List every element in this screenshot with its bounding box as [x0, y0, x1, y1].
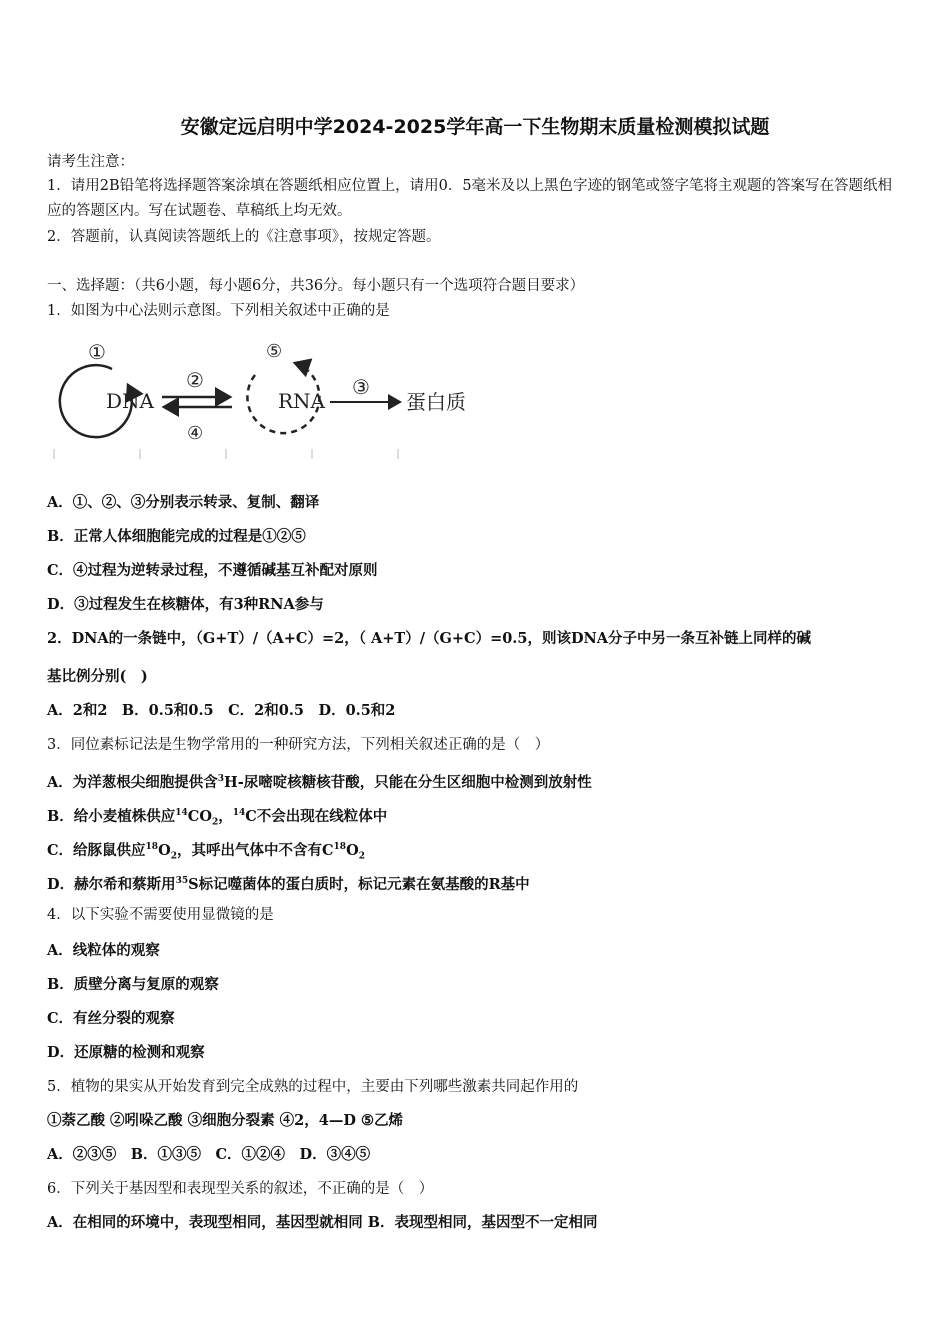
dna-label: DNA	[106, 389, 154, 413]
q5-options: A．②③⑤ B．①③⑤ C．①②④ D．③④⑤	[47, 1146, 371, 1163]
q5-stem: 5．植物的果实从开始发育到完全成熟的过程中，主要由下列哪些激素共同起作用的	[47, 1079, 579, 1095]
section-heading: 一、选择题：（共6小题，每小题6分，共36分。每小题只有一个选项符合题目要求）	[47, 278, 585, 294]
central-dogma-diagram	[50, 335, 490, 465]
label-2: ②	[186, 368, 204, 392]
label-3: ③	[352, 375, 370, 399]
notice-heading: 请考生注意：	[47, 154, 134, 170]
notice-item-1: 1．请用2B铅笔将选择题答案涂填在答题纸相应位置上，请用0．5毫米及以上黑色字迹的钢笔或签字笔将主观题的答案写在答题纸相应的答题区内。写在试题卷、草稿纸上均无效。	[47, 178, 893, 219]
q3-option-a: A．为洋葱根尖细胞提供含$^3$H-尿嘧啶核糖核苷酸，只能在分生区细胞中检测到放射性	[47, 773, 592, 791]
rna-label: RNA	[278, 389, 326, 413]
q1-option-b: B．正常人体细胞能完成的过程是①②⑤	[47, 528, 306, 545]
q2-stem-line1: 2．DNA的一条链中，（G+T）/（A+C）=2，（ A+T）/（G+C）=0.5，则该DNA分子中另一条互补链上同样的碱	[47, 630, 812, 647]
protein-label: 蛋白质	[406, 390, 466, 414]
q1-option-c: C．④过程为逆转录过程，不遵循碱基互补配对原则	[47, 562, 378, 579]
q4-option-a: A．线粒体的观察	[47, 942, 160, 959]
q6-stem: 6．下列关于基因型和表现型关系的叙述，不正确的是（ ）	[47, 1181, 434, 1197]
q6-options-ab: A．在相同的环境中，表现型相同，基因型就相同 B．表现型相同，基因型不一定相同	[47, 1214, 598, 1231]
q4-option-d: D．还原糖的检测和观察	[47, 1044, 205, 1061]
q4-option-c: C．有丝分裂的观察	[47, 1010, 175, 1027]
page-title: 安徽定远启明中学2024-2025学年高一下生物期末质量检测模拟试题	[180, 116, 770, 138]
label-1: ①	[88, 340, 106, 364]
q1-stem: 1．如图为中心法则示意图。下列相关叙述中正确的是	[47, 303, 390, 319]
q2-options: A．2和2 B．0.5和0.5 C．2和0.5 D．0.5和2	[47, 702, 396, 719]
q1-option-a: A．①、②、③分别表示转录、复制、翻译	[47, 494, 320, 511]
q2-stem-line2: 基比例分别( )	[47, 668, 148, 685]
q3-stem: 3．同位素标记法是生物学常用的一种研究方法，下列相关叙述正确的是（ ）	[47, 737, 550, 753]
q5-items: ①萘乙酸 ②吲哚乙酸 ③细胞分裂素 ④2，4—D ⑤乙烯	[47, 1112, 403, 1129]
notice-item-2: 2．答题前，认真阅读答题纸上的《注意事项》，按规定答题。	[47, 229, 441, 245]
q3-option-c: C．给豚鼠供应$^{18}O_2$，其呼出气体中不含有$C^{18}O_2$	[47, 841, 365, 862]
q4-stem: 4．以下实验不需要使用显微镜的是	[47, 907, 274, 923]
q1-option-d: D．③过程发生在核糖体，有3种RNA参与	[47, 596, 324, 613]
q3-option-b: B．给小麦植株供应$^{14}CO_2$，$^{14}$C不会出现在线粒体中	[47, 807, 388, 828]
label-4: ④	[187, 423, 204, 444]
q3-option-d: D．赫尔希和蔡斯用$^{35}$S标记噬菌体的蛋白质时，标记元素在氨基酸的R基中	[47, 875, 530, 893]
label-5: ⑤	[266, 341, 283, 362]
q4-option-b: B．质壁分离与复原的观察	[47, 976, 219, 993]
